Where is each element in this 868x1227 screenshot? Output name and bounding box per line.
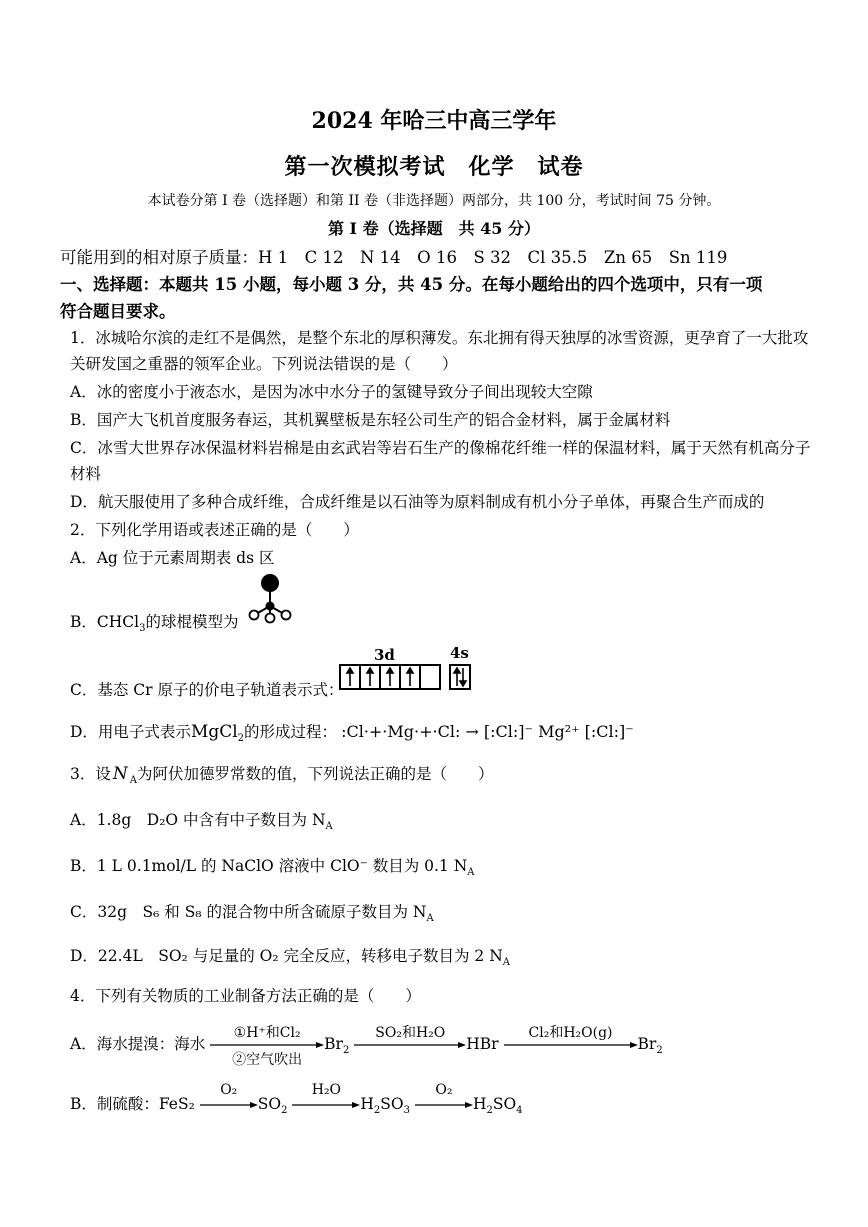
arrow-6: [415, 1082, 473, 1109]
q4-b-h2so4: $H_2SO_4$: [472, 1095, 523, 1117]
orbital-4s-label: 4s: [450, 644, 469, 662]
arrow-6-icon: [415, 1101, 473, 1109]
q1-option-a: A．冰的密度小于液态水，是因为冰中水分子的氢键导致分子间出现较大空隙: [70, 383, 593, 401]
q4-a-label: A．海水提溴：海水: [70, 1035, 206, 1053]
q3-d-sub: A: [502, 957, 510, 969]
q2-b-formula: CHCl: [96, 613, 140, 631]
exam-intro: 本试卷分第 I 卷（选择题）和第 II 卷（非选择题）两部分，共 100 分，考试时间 75 分钟。: [147, 193, 721, 209]
ball-stick-model-icon: [246, 572, 294, 624]
q4-a-br2: $Br_2$: [324, 1035, 350, 1057]
part-heading: 第 I 卷（选择题 共 45 分）: [327, 219, 541, 238]
arrow-4-top: O₂: [220, 1082, 238, 1098]
atomic-masses: 可能用到的相对原子质量：H 1 C 12 N 14 O 16 S 32 Cl 35.5 Zn 65 Sn 119: [60, 248, 728, 267]
page-title: 2024 年哈三中高三学年: [311, 108, 557, 134]
q3-c-text: C．32g S₆ 和 S₈ 的混合物中所含硫原子数目为 N: [70, 903, 427, 921]
arrow-5: [292, 1082, 360, 1109]
arrow-1-bottom: ②空气吹出: [232, 1052, 303, 1068]
q1-stem-line1: 1．冰城哈尔滨的走红不是偶然，是整个东北的厚积薄发。东北拥有得天独厚的冰雪资源，更孕育了一大批攻: [70, 329, 809, 347]
q3-option-d: [70, 944, 510, 968]
q4-b-h2so3: $H_2SO_3$: [360, 1095, 410, 1117]
q1-option-c-line1: C．冰雪大世界存冰保温材料岩棉是由玄武岩等岩石生产的像棉花纤维一样的保温材料，属于天然有机高分子: [70, 439, 811, 457]
orbital-diagram-icon: [338, 662, 474, 692]
q4-option-b: [70, 1082, 523, 1117]
arrow-2-top: SO₂和H₂O: [375, 1025, 446, 1041]
q4-b-label: B．制硫酸：FeS₂: [70, 1095, 195, 1113]
q2-option-b: [70, 610, 238, 634]
arrow-1: [210, 1025, 324, 1068]
q3-b-text: B．1 L 0.1mol/L 的 NaClO 溶液中 ClO⁻ 数目为 0.1 N: [70, 857, 468, 875]
q3-d-text: D．22.4L SO₂ 与足量的 O₂ 完全反应，转移电子数目为 2 N: [70, 947, 503, 965]
q3-stem-pre: 3．设: [70, 765, 111, 783]
q2-option-d: [70, 720, 634, 744]
q2-d-label: D．用电子式表示: [70, 723, 191, 741]
q2-d-formula: MgCl: [190, 722, 238, 742]
q3-option-c: [70, 900, 434, 924]
q1-option-b: B．国产大飞机首度服务春运，其机翼壁板是东轻公司生产的铝合金材料，属于金属材料: [70, 411, 671, 429]
arrow-1-icon: [210, 1041, 324, 1049]
q3-c-sub: A: [426, 913, 434, 925]
arrow-3-icon: [504, 1041, 638, 1049]
q2-option-c: C．基态 Cr 原子的价电子轨道表示式：: [70, 681, 344, 699]
arrow-5-icon: [292, 1101, 360, 1109]
q3-na-sub: A: [129, 775, 137, 787]
arrow-5-top: H₂O: [311, 1082, 342, 1098]
q2-d-equation: :Cl·+·Mg·+·Cl: → [:Cl:]⁻ Mg²⁺ [:Cl:]⁻: [341, 722, 634, 741]
q2-b-post: 的球棍模型为: [145, 613, 239, 631]
arrow-2-icon: [354, 1041, 466, 1049]
arrow-4: [200, 1082, 258, 1109]
q3-stem-post: 为阿伏加德罗常数的值，下列说法正确的是（ ）: [136, 765, 494, 783]
q2-option-a: A．Ag 位于元素周期表 ds 区: [70, 549, 275, 567]
arrow-4-icon: [200, 1101, 258, 1109]
q2-b-sub: 3: [139, 623, 146, 635]
q4-a-hbr: HBr: [466, 1035, 499, 1053]
arrow-2: [354, 1025, 466, 1049]
arrow-3-top: Cl₂和H₂O(g): [528, 1025, 613, 1041]
arrow-6-top: O₂: [435, 1082, 453, 1098]
page-subtitle: 第一次模拟考试 化学 试卷: [284, 154, 584, 180]
q2-d-post: 的形成过程：: [244, 723, 338, 741]
q3-option-b: [70, 854, 475, 878]
arrow-1-top: ①H⁺和Cl₂: [233, 1025, 301, 1041]
q3-a-sub: A: [325, 821, 333, 833]
q3-b-sub: A: [467, 867, 475, 879]
section-heading-line1: 一、选择题：本题共 15 小题，每小题 3 分，共 45 分。在每小题给出的四个选项中，只有一项: [60, 275, 763, 294]
q1-stem-line2: 关研发国之重器的领军企业。下列说法错误的是（ ）: [70, 355, 458, 373]
q4-a-br2-final: $Br_2$: [637, 1035, 663, 1057]
orbital-3d-label: 3d: [374, 646, 395, 664]
q3-option-a: [70, 808, 333, 832]
arrow-3: [504, 1025, 638, 1049]
q3-stem-na: N: [112, 764, 128, 784]
q3-stem: [70, 762, 494, 786]
q4-stem: 4．下列有关物质的工业制备方法正确的是（ ）: [70, 987, 421, 1005]
q1-option-d: D．航天服使用了多种合成纤维，合成纤维是以石油等为原料制成有机小分子单体，再聚合生产而成的: [70, 493, 765, 511]
q2-stem: 2．下列化学用语或表述正确的是（ ）: [70, 521, 359, 539]
q3-a-text: A．1.8g D₂O 中含有中子数目为 N: [70, 811, 326, 829]
q2-d-sub: 2: [237, 733, 245, 745]
q4-b-so2: $SO_2$: [257, 1095, 288, 1117]
section-heading-line2: 符合题目要求。: [60, 302, 176, 321]
q1-option-c-line2: 材料: [70, 465, 102, 483]
q4-option-a: [70, 1025, 663, 1068]
q2-b-label: B．: [70, 613, 97, 631]
